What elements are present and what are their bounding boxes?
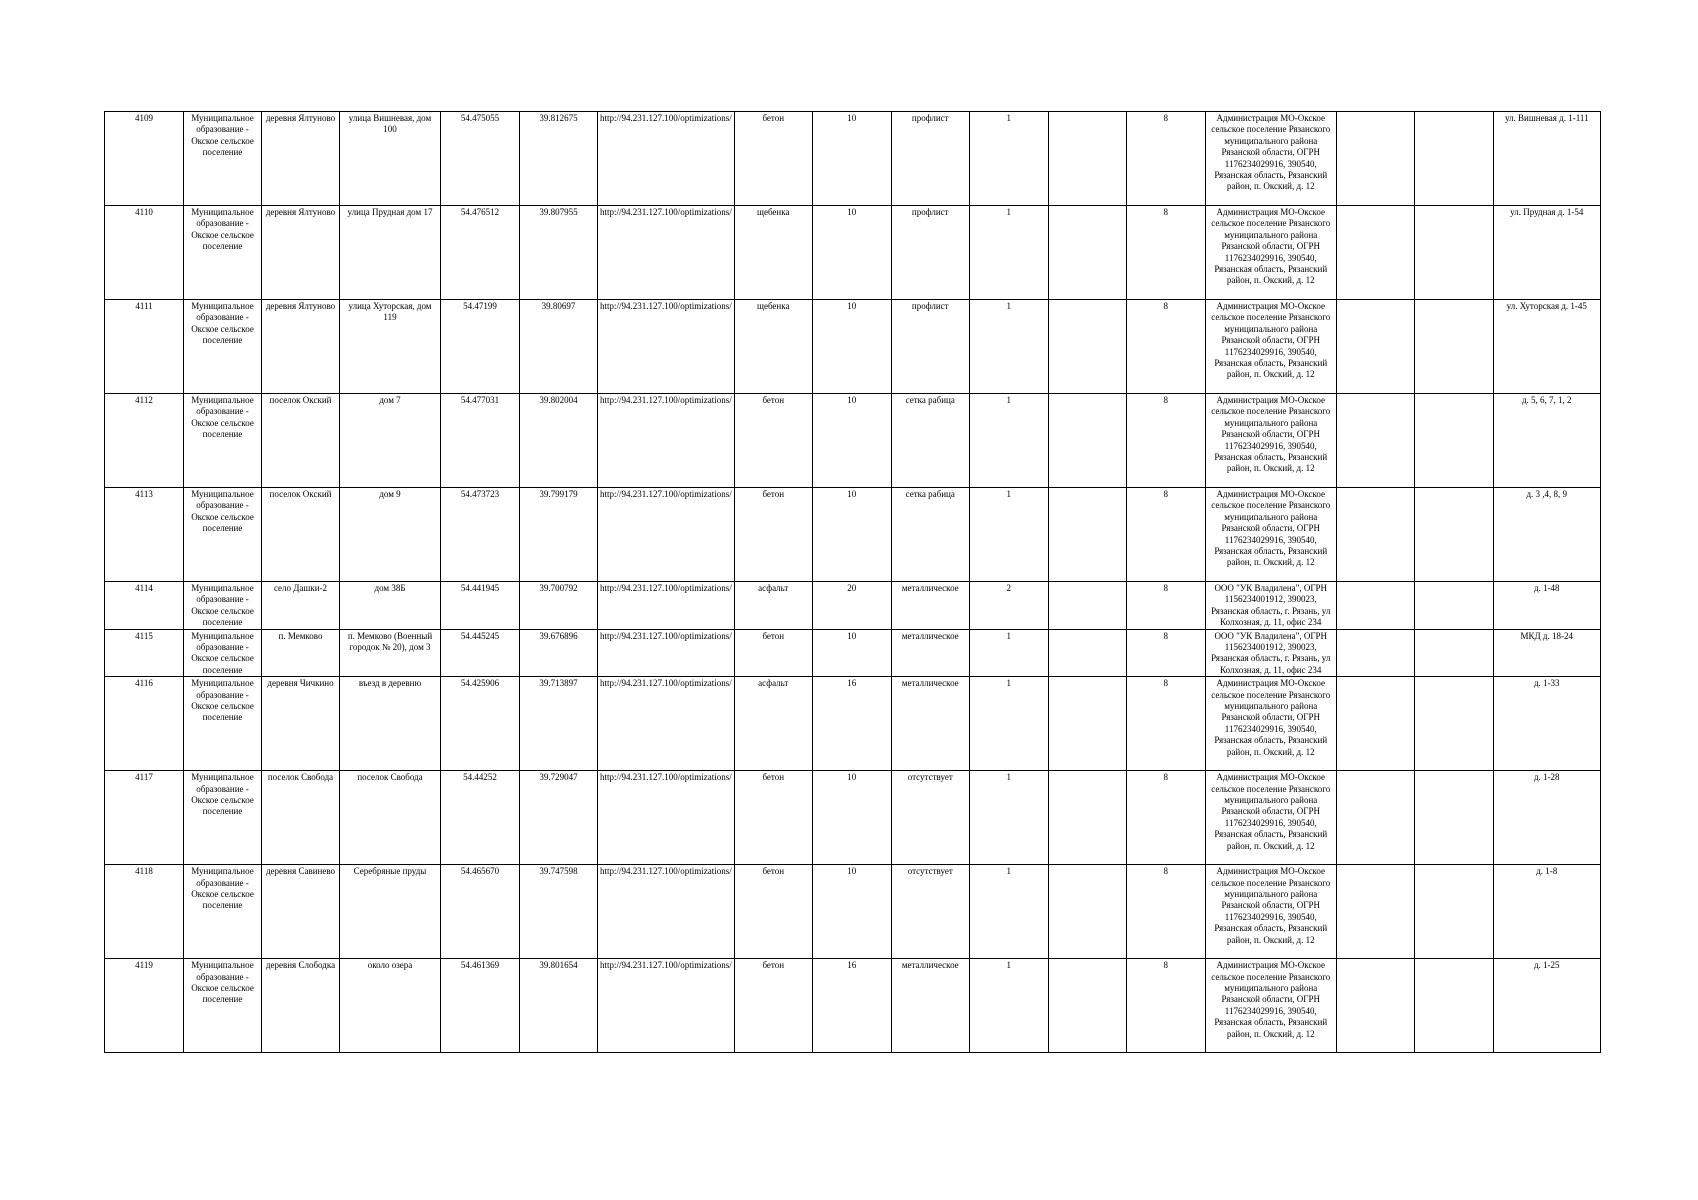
cell-fence: профлист xyxy=(891,112,969,206)
cell-scheme-link[interactable]: http://94.231.127.100/optimizations/ xyxy=(598,488,735,582)
cell-volume: 8 xyxy=(1126,488,1205,582)
cell-empty-c xyxy=(1414,112,1493,206)
cell-volume: 8 xyxy=(1126,771,1205,865)
cell-address: дом 38Б xyxy=(340,582,441,630)
cell-empty-b xyxy=(1336,488,1414,582)
cell-waste-sources: ул. Хуторская д. 1-45 xyxy=(1493,300,1600,394)
cell-empty-a xyxy=(1048,394,1126,488)
cell-area: 10 xyxy=(812,629,891,677)
cell-owner: Администрация МО-Окское сельское поселение Рязанского муниципального района Рязанской области, ОГРН 1176234029916, 390540, Рязанская область, Рязанский район, п. Окский, д. 12 xyxy=(1205,959,1336,1053)
cell-surface: асфальт xyxy=(734,582,812,630)
cell-municipality: Муниципальное образование - Окское сельское поселение xyxy=(184,488,262,582)
cell-settlement: поселок Окский xyxy=(262,394,340,488)
cell-fence: профлист xyxy=(891,206,969,300)
cell-id: 4113 xyxy=(105,488,184,582)
cell-surface: бетон xyxy=(734,865,812,959)
table-row xyxy=(105,206,1601,300)
cell-scheme-link[interactable]: http://94.231.127.100/optimizations/ xyxy=(598,112,735,206)
cell-longitude: 39.747598 xyxy=(520,865,598,959)
cell-surface: бетон xyxy=(734,771,812,865)
cell-fence: отсутствует xyxy=(891,771,969,865)
cell-longitude: 39.676896 xyxy=(520,629,598,677)
cell-longitude: 39.802004 xyxy=(520,394,598,488)
cell-scheme-link[interactable]: http://94.231.127.100/optimizations/ xyxy=(598,677,735,771)
cell-address: поселок Свобода xyxy=(340,771,441,865)
cell-empty-b xyxy=(1336,677,1414,771)
cell-containers: 1 xyxy=(969,677,1048,771)
cell-containers: 1 xyxy=(969,488,1048,582)
cell-owner: Администрация МО-Окское сельское поселение Рязанского муниципального района Рязанской области, ОГРН 1176234029916, 390540, Рязанская область, Рязанский район, п. Окский, д. 12 xyxy=(1205,394,1336,488)
cell-owner: Администрация МО-Окское сельское поселение Рязанского муниципального района Рязанской области, ОГРН 1176234029916, 390540, Рязанская область, Рязанский район, п. Окский, д. 12 xyxy=(1205,300,1336,394)
cell-empty-b xyxy=(1336,206,1414,300)
cell-containers: 1 xyxy=(969,112,1048,206)
cell-empty-c xyxy=(1414,300,1493,394)
cell-area: 10 xyxy=(812,865,891,959)
cell-containers: 1 xyxy=(969,959,1048,1053)
cell-id: 4112 xyxy=(105,394,184,488)
cell-volume: 8 xyxy=(1126,582,1205,630)
cell-id: 4114 xyxy=(105,582,184,630)
cell-empty-a xyxy=(1048,206,1126,300)
cell-empty-a xyxy=(1048,677,1126,771)
cell-longitude: 39.801654 xyxy=(520,959,598,1053)
cell-containers: 1 xyxy=(969,206,1048,300)
cell-scheme-link[interactable]: http://94.231.127.100/optimizations/ xyxy=(598,206,735,300)
cell-empty-a xyxy=(1048,582,1126,630)
table-row xyxy=(105,394,1601,488)
cell-settlement: деревня Савинево xyxy=(262,865,340,959)
cell-owner: Администрация МО-Окское сельское поселение Рязанского муниципального района Рязанской области, ОГРН 1176234029916, 390540, Рязанская область, Рязанский район, п. Окский, д. 12 xyxy=(1205,112,1336,206)
cell-waste-sources: МКД д. 18-24 xyxy=(1493,629,1600,677)
cell-municipality: Муниципальное образование - Окское сельское поселение xyxy=(184,677,262,771)
cell-empty-a xyxy=(1048,488,1126,582)
cell-latitude: 54.476512 xyxy=(441,206,520,300)
cell-fence: сетка рабица xyxy=(891,488,969,582)
cell-owner: ООО "УК Владилена", ОГРН 1156234001912, 390023, Рязанская область, г. Рязань, ул Колхозная, д. 11, офис 234 xyxy=(1205,582,1336,630)
cell-surface: щебенка xyxy=(734,300,812,394)
cell-latitude: 54.465670 xyxy=(441,865,520,959)
cell-empty-c xyxy=(1414,771,1493,865)
cell-empty-b xyxy=(1336,865,1414,959)
cell-owner: ООО "УК Владилена", ОГРН 1156234001912, 390023, Рязанская область, г. Рязань, ул Колхозная, д. 11, офис 234 xyxy=(1205,629,1336,677)
cell-waste-sources: ул. Вишневая д. 1-111 xyxy=(1493,112,1600,206)
cell-municipality: Муниципальное образование - Окское сельское поселение xyxy=(184,865,262,959)
cell-volume: 8 xyxy=(1126,959,1205,1053)
cell-latitude: 54.425906 xyxy=(441,677,520,771)
cell-municipality: Муниципальное образование - Окское сельское поселение xyxy=(184,300,262,394)
cell-settlement: деревня Ялтуново xyxy=(262,112,340,206)
cell-settlement: п. Мемково xyxy=(262,629,340,677)
cell-settlement: село Дашки-2 xyxy=(262,582,340,630)
cell-empty-c xyxy=(1414,582,1493,630)
cell-empty-c xyxy=(1414,865,1493,959)
cell-scheme-link[interactable]: http://94.231.127.100/optimizations/ xyxy=(598,394,735,488)
cell-empty-b xyxy=(1336,629,1414,677)
cell-empty-c xyxy=(1414,206,1493,300)
cell-latitude: 54.461369 xyxy=(441,959,520,1053)
cell-address: дом 9 xyxy=(340,488,441,582)
cell-owner: Администрация МО-Окское сельское поселение Рязанского муниципального района Рязанской области, ОГРН 1176234029916, 390540, Рязанская область, Рязанский район, п. Окский, д. 12 xyxy=(1205,206,1336,300)
cell-empty-c xyxy=(1414,488,1493,582)
cell-containers: 1 xyxy=(969,300,1048,394)
cell-surface: асфальт xyxy=(734,677,812,771)
cell-address: Серебряные пруды xyxy=(340,865,441,959)
cell-address: улица Хуторская, дом 119 xyxy=(340,300,441,394)
cell-owner: Администрация МО-Окское сельское поселение Рязанского муниципального района Рязанской области, ОГРН 1176234029916, 390540, Рязанская область, Рязанский район, п. Окский, д. 12 xyxy=(1205,865,1336,959)
cell-area: 10 xyxy=(812,206,891,300)
cell-municipality: Муниципальное образование - Окское сельское поселение xyxy=(184,959,262,1053)
cell-waste-sources: ул. Прудная д. 1-54 xyxy=(1493,206,1600,300)
cell-empty-b xyxy=(1336,112,1414,206)
cell-settlement: поселок Свобода xyxy=(262,771,340,865)
cell-settlement: деревня Ялтуново xyxy=(262,206,340,300)
cell-fence: сетка рабица xyxy=(891,394,969,488)
cell-scheme-link[interactable]: http://94.231.127.100/optimizations/ xyxy=(598,629,735,677)
cell-scheme-link[interactable]: http://94.231.127.100/optimizations/ xyxy=(598,300,735,394)
cell-containers: 1 xyxy=(969,865,1048,959)
cell-fence: профлист xyxy=(891,300,969,394)
cell-fence: отсутствует xyxy=(891,865,969,959)
cell-id: 4110 xyxy=(105,206,184,300)
cell-waste-sources: д. 5, 6, 7, 1, 2 xyxy=(1493,394,1600,488)
cell-area: 10 xyxy=(812,112,891,206)
cell-waste-sources: д. 1-28 xyxy=(1493,771,1600,865)
cell-latitude: 54.477031 xyxy=(441,394,520,488)
cell-settlement: деревня Ялтуново xyxy=(262,300,340,394)
cell-longitude: 39.729047 xyxy=(520,771,598,865)
cell-longitude: 39.812675 xyxy=(520,112,598,206)
cell-empty-c xyxy=(1414,394,1493,488)
cell-empty-b xyxy=(1336,771,1414,865)
cell-volume: 8 xyxy=(1126,300,1205,394)
cell-waste-sources: д. 3 ,4, 8, 9 xyxy=(1493,488,1600,582)
cell-address: въезд в деревню xyxy=(340,677,441,771)
cell-municipality: Муниципальное образование - Окское сельское поселение xyxy=(184,629,262,677)
cell-waste-sources: д. 1-33 xyxy=(1493,677,1600,771)
cell-address: около озера xyxy=(340,959,441,1053)
cell-latitude: 54.473723 xyxy=(441,488,520,582)
cell-id: 4118 xyxy=(105,865,184,959)
cell-volume: 8 xyxy=(1126,677,1205,771)
cell-waste-sources: д. 1-25 xyxy=(1493,959,1600,1053)
table-row xyxy=(105,582,1601,630)
cell-municipality: Муниципальное образование - Окское сельское поселение xyxy=(184,582,262,630)
cell-area: 10 xyxy=(812,300,891,394)
cell-surface: щебенка xyxy=(734,206,812,300)
cell-fence: металлическое xyxy=(891,959,969,1053)
cell-surface: бетон xyxy=(734,488,812,582)
cell-empty-c xyxy=(1414,629,1493,677)
cell-containers: 1 xyxy=(969,394,1048,488)
cell-settlement: деревня Слободка xyxy=(262,959,340,1053)
cell-containers: 1 xyxy=(969,629,1048,677)
table-row xyxy=(105,865,1601,959)
table-row xyxy=(105,300,1601,394)
cell-id: 4111 xyxy=(105,300,184,394)
cell-empty-a xyxy=(1048,112,1126,206)
cell-id: 4109 xyxy=(105,112,184,206)
cell-empty-b xyxy=(1336,582,1414,630)
cell-containers: 2 xyxy=(969,582,1048,630)
registry-table xyxy=(104,111,1601,1053)
cell-volume: 8 xyxy=(1126,394,1205,488)
table-row xyxy=(105,112,1601,206)
cell-latitude: 54.475055 xyxy=(441,112,520,206)
cell-volume: 8 xyxy=(1126,865,1205,959)
cell-empty-b xyxy=(1336,959,1414,1053)
cell-empty-a xyxy=(1048,959,1126,1053)
cell-owner: Администрация МО-Окское сельское поселение Рязанского муниципального района Рязанской области, ОГРН 1176234029916, 390540, Рязанская область, Рязанский район, п. Окский, д. 12 xyxy=(1205,677,1336,771)
cell-surface: бетон xyxy=(734,112,812,206)
cell-volume: 8 xyxy=(1126,629,1205,677)
cell-waste-sources: д. 1-48 xyxy=(1493,582,1600,630)
cell-id: 4115 xyxy=(105,629,184,677)
cell-fence: металлическое xyxy=(891,677,969,771)
cell-longitude: 39.713897 xyxy=(520,677,598,771)
cell-id: 4119 xyxy=(105,959,184,1053)
cell-address: улица Прудная дом 17 xyxy=(340,206,441,300)
table-row xyxy=(105,629,1601,677)
cell-area: 16 xyxy=(812,959,891,1053)
cell-municipality: Муниципальное образование - Окское сельское поселение xyxy=(184,206,262,300)
cell-area: 10 xyxy=(812,394,891,488)
cell-fence: металлическое xyxy=(891,629,969,677)
cell-waste-sources: д. 1-8 xyxy=(1493,865,1600,959)
cell-area: 16 xyxy=(812,677,891,771)
cell-municipality: Муниципальное образование - Окское сельское поселение xyxy=(184,394,262,488)
cell-longitude: 39.799179 xyxy=(520,488,598,582)
cell-municipality: Муниципальное образование - Окское сельское поселение xyxy=(184,112,262,206)
cell-latitude: 54.47199 xyxy=(441,300,520,394)
cell-scheme-link[interactable]: http://94.231.127.100/optimizations/ xyxy=(598,865,735,959)
cell-empty-b xyxy=(1336,394,1414,488)
cell-surface: бетон xyxy=(734,394,812,488)
cell-containers: 1 xyxy=(969,771,1048,865)
cell-owner: Администрация МО-Окское сельское поселение Рязанского муниципального района Рязанской области, ОГРН 1176234029916, 390540, Рязанская область, Рязанский район, п. Окский, д. 12 xyxy=(1205,488,1336,582)
table-row xyxy=(105,488,1601,582)
table-row xyxy=(105,959,1601,1053)
cell-owner: Администрация МО-Окское сельское поселение Рязанского муниципального района Рязанской области, ОГРН 1176234029916, 390540, Рязанская область, Рязанский район, п. Окский, д. 12 xyxy=(1205,771,1336,865)
cell-area: 10 xyxy=(812,488,891,582)
cell-empty-c xyxy=(1414,959,1493,1053)
cell-fence: металлическое xyxy=(891,582,969,630)
cell-latitude: 54.445245 xyxy=(441,629,520,677)
cell-empty-a xyxy=(1048,771,1126,865)
cell-area: 10 xyxy=(812,771,891,865)
cell-volume: 8 xyxy=(1126,112,1205,206)
cell-scheme-link[interactable]: http://94.231.127.100/optimizations/ xyxy=(598,959,735,1053)
cell-scheme-link[interactable]: http://94.231.127.100/optimizations/ xyxy=(598,771,735,865)
cell-empty-a xyxy=(1048,865,1126,959)
cell-settlement: поселок Окский xyxy=(262,488,340,582)
cell-longitude: 39.80697 xyxy=(520,300,598,394)
cell-area: 20 xyxy=(812,582,891,630)
cell-address: п. Мемково (Военный городок № 20), дом 3 xyxy=(340,629,441,677)
cell-empty-a xyxy=(1048,300,1126,394)
cell-address: улица Вишневая, дом 100 xyxy=(340,112,441,206)
cell-settlement: деревня Чичкино xyxy=(262,677,340,771)
cell-latitude: 54.44252 xyxy=(441,771,520,865)
cell-volume: 8 xyxy=(1126,206,1205,300)
cell-id: 4117 xyxy=(105,771,184,865)
cell-empty-b xyxy=(1336,300,1414,394)
cell-longitude: 39.700792 xyxy=(520,582,598,630)
table-row xyxy=(105,771,1601,865)
cell-address: дом 7 xyxy=(340,394,441,488)
table-body xyxy=(105,112,1601,1053)
cell-surface: бетон xyxy=(734,629,812,677)
cell-id: 4116 xyxy=(105,677,184,771)
cell-longitude: 39.807955 xyxy=(520,206,598,300)
cell-surface: бетон xyxy=(734,959,812,1053)
cell-scheme-link[interactable]: http://94.231.127.100/optimizations/ xyxy=(598,582,735,630)
cell-empty-c xyxy=(1414,677,1493,771)
table-row xyxy=(105,677,1601,771)
cell-empty-a xyxy=(1048,629,1126,677)
cell-latitude: 54.441945 xyxy=(441,582,520,630)
cell-municipality: Муниципальное образование - Окское сельское поселение xyxy=(184,771,262,865)
